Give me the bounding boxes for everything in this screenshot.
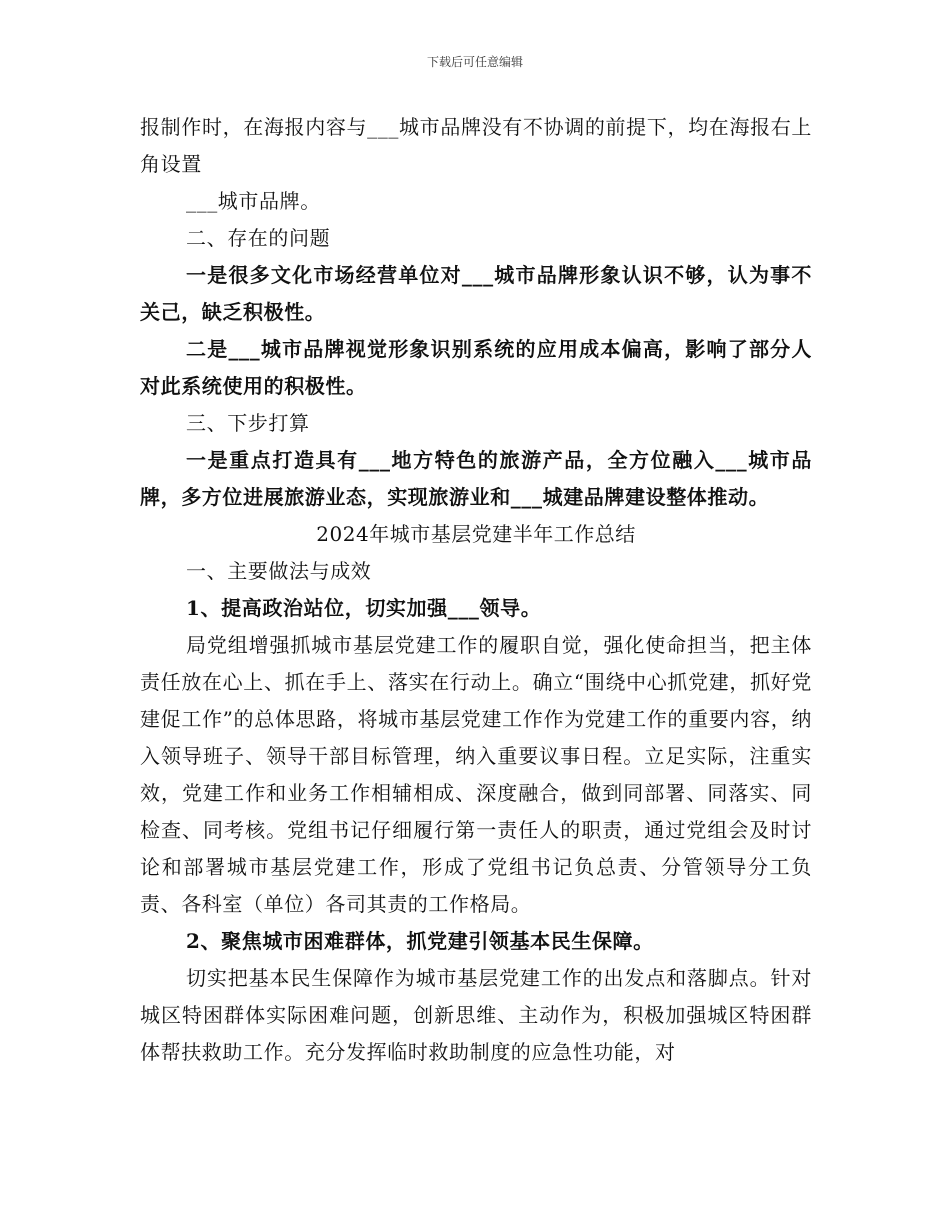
section-heading-problems: 二、存在的问题 [186, 226, 331, 250]
paragraph-city-brand: ___城市品牌。 [186, 189, 321, 213]
section-heading-practices: 一、主要做法与成效 [186, 559, 372, 583]
subheading-difficult-groups: 2、聚焦城市困难群体，抓党建引领基本民生保障。 [186, 929, 654, 953]
subheading-political-stance: 1、提高政治站位，切实加强___领导。 [186, 596, 542, 620]
section-heading-next-steps: 三、下步打算 [186, 411, 310, 435]
paragraph-next-step-one: 一是重点打造具有___地方特色的旅游产品，全方位融入___城市品牌，多方位进展旅游业态，实现旅游业和___城建品牌建设整体推动。 [140, 448, 812, 509]
paragraph-problem-two: 二是___城市品牌视觉形象识别系统的应用成本偏高，影响了部分人对此系统使用的积极性。 [140, 337, 812, 398]
paragraph-poster-setting: 报制作时，在海报内容与___城市品牌没有不协调的前提下，均在海报右上角设置 [140, 115, 812, 176]
paragraph-problem-one: 一是很多文化市场经营单位对___城市品牌形象认识不够，认为事不关己，缺乏积极性。 [140, 263, 812, 324]
paragraph-party-responsibility: 局党组增强抓城市基层党建工作的履职自觉，强化使命担当，把主体责任放在心上、抓在手上、落实在行动上。确立“围绕中心抓党建，抓好党建促工作”的总体思路，将城市基层党建工作作为党建工作的重要内容，纳入领导班子、领导干部目标管理，纳入重要议事日程。立足实际，注重实效，党建工作和业务工作相辅相成、深度融合，做到同部署、同落实、同检查、同考核。党组书记仔细履行第一责任人的职责，通过党组会及时讨论和部署城市基层党建工作，形成了党组书记负总责、分管领导分工负责、各科室（单位）各司其责的工作格局。 [140, 633, 812, 916]
paragraph-livelihood-support: 切实把基本民生保障作为城市基层党建工作的出发点和落脚点。针对城区特困群体实际困难问题，创新思维、主动作为，积极加强城区特困群体帮扶救助工作。充分发挥临时救助制度的应急性功能，对 [140, 966, 812, 1064]
page-header-note: 下载后可任意编辑 [426, 55, 523, 69]
document-title: 2024年城市基层党建半年工作总结 [316, 522, 636, 546]
document-body [140, 109, 812, 1071]
